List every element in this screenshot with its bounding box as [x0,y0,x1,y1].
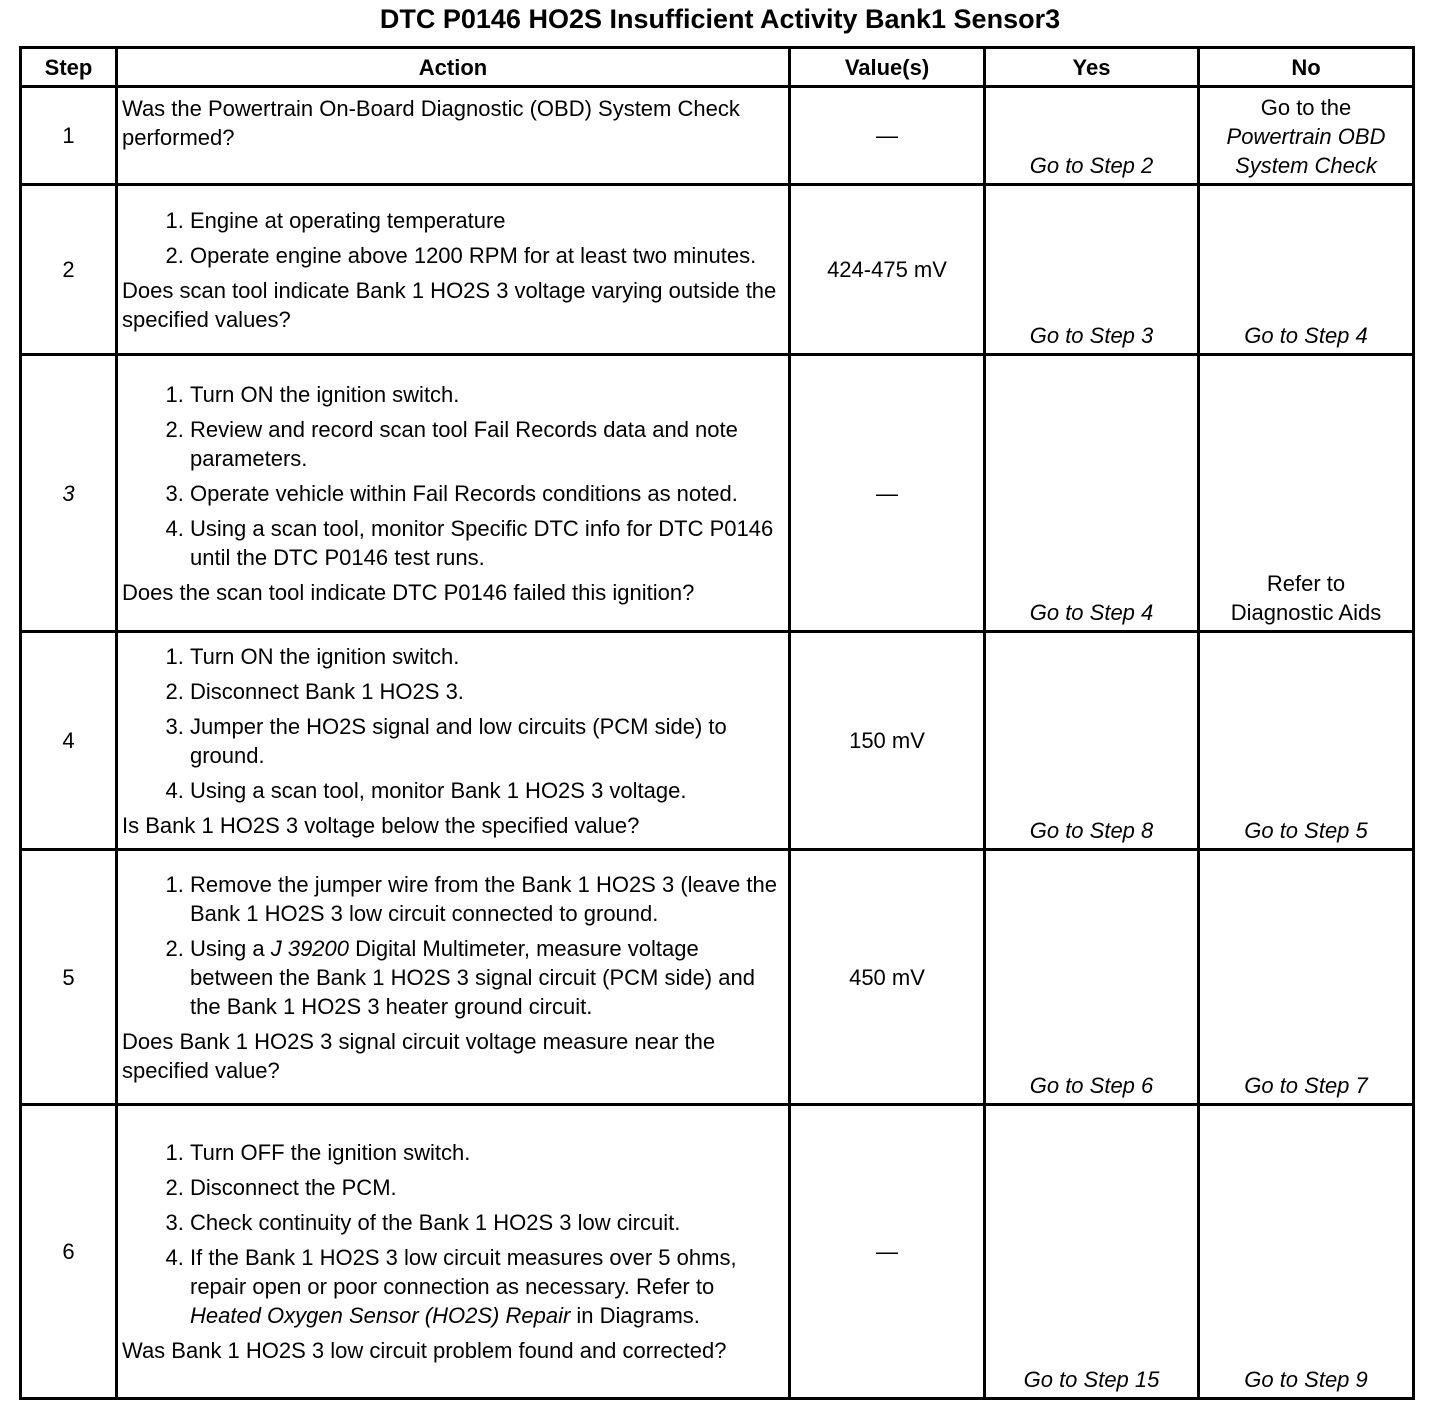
diagnostic-table [19,46,1415,1400]
step-number: 6 [21,1105,117,1399]
reference-link[interactable]: Heated Oxygen Sensor (HO2S) Repair [190,1303,571,1328]
action-item: 4. Using a scan tool, monitor Bank 1 HO2S 3 voltage. [190,776,782,805]
table-row [21,355,1414,632]
action-item-text: Using a [190,935,271,961]
yes-link-text[interactable]: Go to Step 2 [1029,153,1154,178]
action-cell [117,632,790,850]
yes-link-text[interactable]: Go to Step 6 [1029,1073,1154,1098]
action-question: Is Bank 1 HO2S 3 voltage below the specified value? [122,812,640,838]
action-item: 2. Disconnect Bank 1 HO2S 3. [190,677,782,706]
action-item-text: in Diagrams. [570,1303,700,1328]
action-question: Was the Powertrain On-Board Diagnostic (OBD) System Check performed? [122,96,740,150]
no-link[interactable] [1199,1105,1414,1399]
value-cell: 150 mV [790,632,985,850]
table-row [21,632,1414,850]
no-link-text[interactable]: Go to Step 5 [1244,818,1368,843]
action-cell [117,355,790,632]
action-item: 1. Turn ON the ignition switch. [190,642,782,671]
action-cell [117,185,790,355]
no-link-text[interactable]: Go to Step 7 [1244,1073,1368,1098]
action-item: 1. Remove the jumper wire from the Bank 1 HO2S 3 (leave the Bank 1 HO2S 3 low circuit connected to ground. [190,870,782,928]
step-number: 1 [21,87,117,185]
yes-link[interactable] [985,632,1199,850]
action-item [190,1243,782,1330]
no-link-line[interactable]: Go to the [1260,95,1352,120]
no-link-line[interactable]: Diagnostic Aids [1230,600,1382,625]
yes-link[interactable] [985,87,1199,185]
action-item-text: Digital Multimeter, measure voltage between the Bank 1 HO2S 3 signal circuit (PCM side) and the Bank 1 HO2S 3 heater ground circuit. [190,935,755,1019]
no-link[interactable] [1199,850,1414,1105]
action-question: Was Bank 1 HO2S 3 low circuit problem found and corrected? [122,1338,727,1363]
no-link[interactable] [1199,632,1414,850]
action-item: 3. Check continuity of the Bank 1 HO2S 3 low circuit. [190,1208,782,1237]
action-question: Does Bank 1 HO2S 3 signal circuit voltage measure near the specified value? [122,1028,716,1083]
header-action: Action [117,48,790,87]
action-item: 3. Jumper the HO2S signal and low circuits (PCM side) to ground. [190,712,782,770]
action-item: 2. Review and record scan tool Fail Records data and note parameters. [190,415,782,473]
table-row [21,850,1414,1105]
no-link[interactable] [1199,185,1414,355]
value-cell: 424-475 mV [790,185,985,355]
action-cell [117,850,790,1105]
value-cell: — [790,355,985,632]
action-item: 4. Using a scan tool, monitor Specific DTC info for DTC P0146 until the DTC P0146 test runs. [190,514,782,572]
step-number: 4 [21,632,117,850]
action-item: 1. Engine at operating temperature [190,206,782,235]
step-number: 3 [21,355,117,632]
action-item: 3. Operate vehicle within Fail Records conditions as noted. [190,479,782,508]
yes-link-text[interactable]: Go to Step 3 [1029,323,1154,348]
tool-name: J 39200 [270,935,350,961]
yes-link[interactable] [985,185,1199,355]
action-item: 1. Turn OFF the ignition switch. [190,1138,782,1167]
action-item: 2. Operate engine above 1200 RPM for at least two minutes. [190,241,782,270]
action-question: Does the scan tool indicate DTC P0146 failed this ignition? [122,579,695,605]
yes-link[interactable] [985,355,1199,632]
yes-link-text[interactable]: Go to Step 4 [1029,600,1154,625]
step-number: 5 [21,850,117,1105]
value-cell: — [790,1105,985,1399]
step-number: 2 [21,185,117,355]
yes-link-text[interactable]: Go to Step 8 [1029,818,1154,843]
no-link-text[interactable]: Go to Step 9 [1244,1367,1368,1392]
no-link-text[interactable]: Go to Step 4 [1244,323,1368,348]
table-row [21,87,1414,185]
header-yes: Yes [985,48,1199,87]
header-step: Step [21,48,117,87]
no-link-line[interactable]: Powertrain OBD [1226,124,1386,149]
action-cell [117,87,790,185]
no-link-line[interactable]: System Check [1235,153,1377,178]
page-title: DTC P0146 HO2S Insufficient Activity Bank1 Sensor3 [379,4,1061,34]
no-link-line[interactable]: Refer to [1266,571,1346,596]
header-values: Value(s) [790,48,985,87]
no-link[interactable] [1199,355,1414,632]
table-row [21,185,1414,355]
action-question: Does scan tool indicate Bank 1 HO2S 3 voltage varying outside the specified values? [122,277,777,332]
value-cell: — [790,87,985,185]
table-row [21,1105,1414,1399]
yes-link[interactable] [985,1105,1199,1399]
action-item-text: If the Bank 1 HO2S 3 low circuit measures over 5 ohms, repair open or poor connection as necessary. Refer to [190,1245,737,1299]
yes-link-text[interactable]: Go to Step 15 [1023,1367,1160,1392]
action-item: 1. Turn ON the ignition switch. [190,380,782,409]
value-cell: 450 mV [790,850,985,1105]
action-item [190,934,782,1021]
action-item: 2. Disconnect the PCM. [190,1173,782,1202]
header-row [21,48,1414,87]
action-cell [117,1105,790,1399]
yes-link[interactable] [985,850,1199,1105]
header-no: No [1199,48,1414,87]
no-link[interactable] [1199,87,1414,185]
